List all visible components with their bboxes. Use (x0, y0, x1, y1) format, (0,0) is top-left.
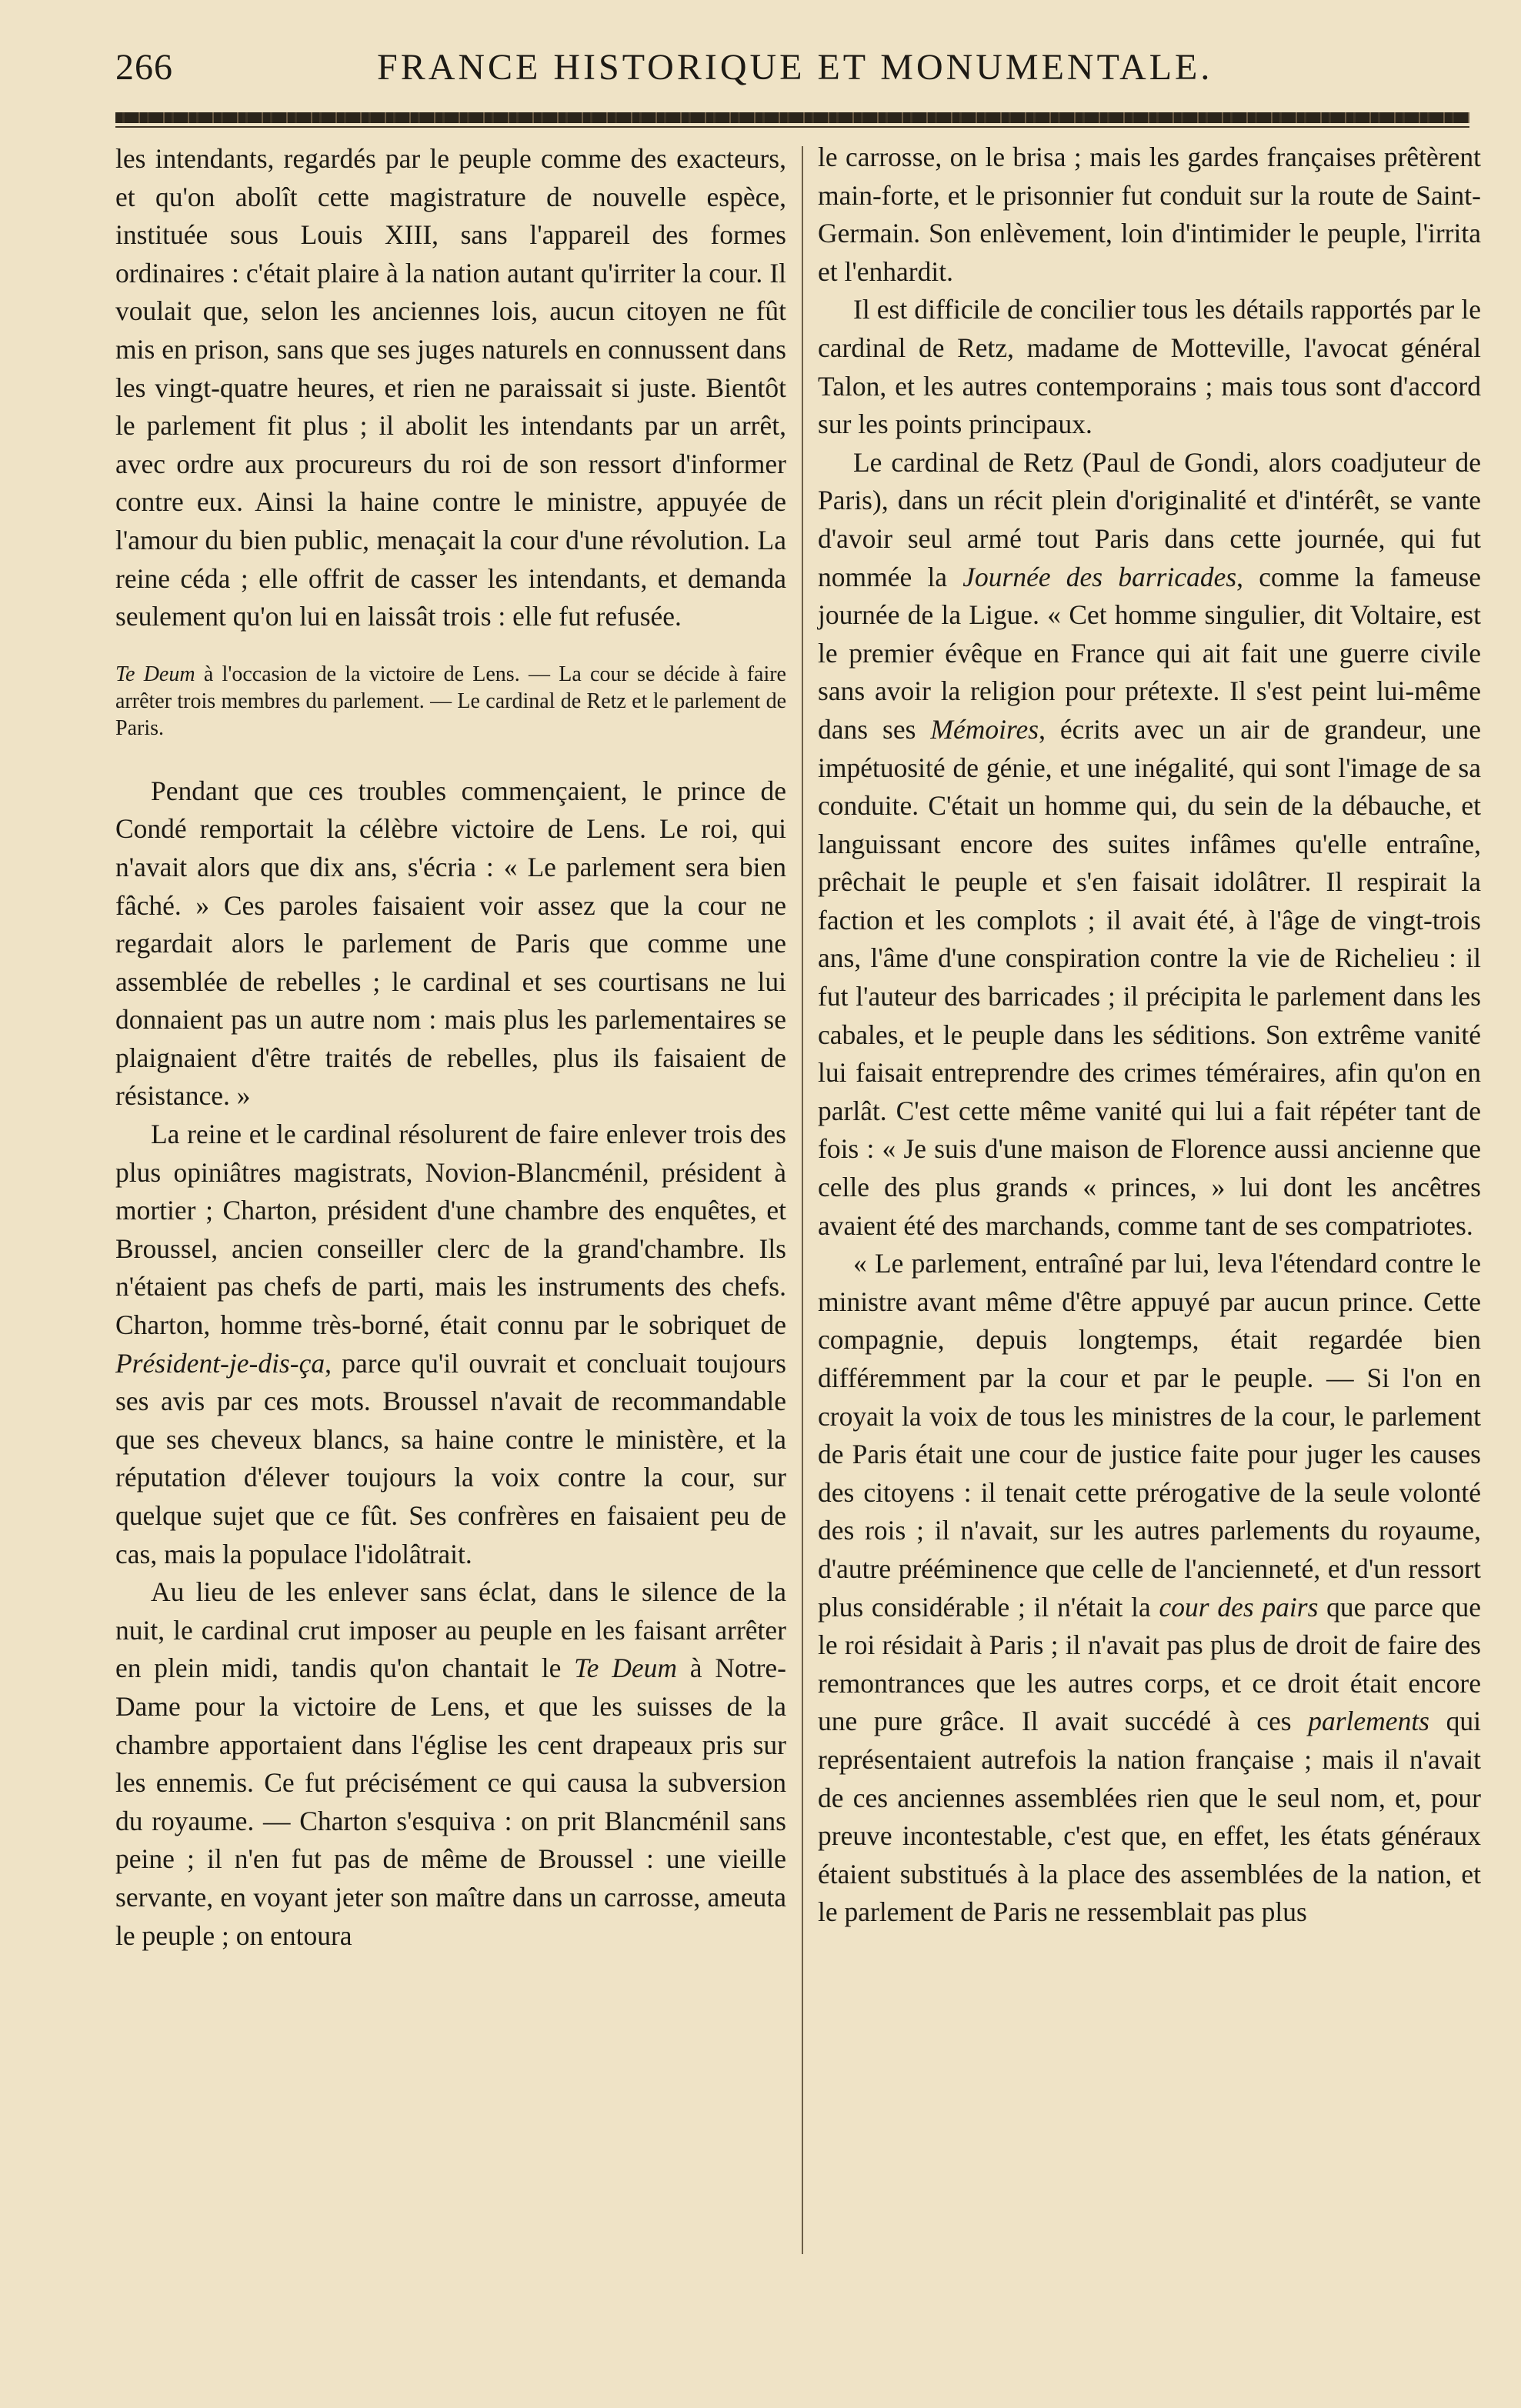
paragraph: le carrosse, on le brisa ; mais les gardes françaises prêtèrent main-forte, et le prisonnier fut conduit sur la route de Saint-Germain. Son enlèvement, loin d'intimider le peuple, l'irrita et l'enhardit. (818, 142, 1481, 287)
running-title: FRANCE HISTORIQUE ET MONUMENTALE. (377, 47, 1213, 88)
text-run: , écrits avec un air de grandeur, une impétuosité de génie, et une inégalité, qui sont l'image de sa conduite. C'était un homme qui, du sein de la débauche, et languissant encore des suites infâmes qu'elle entraîne, prêchait le peuple et s'en faisait idolâtrer. Il respirait la faction et les complots ; il avait été, à l'âge de vingt-trois ans, l'âme d'une conspiration contre la vie de Richelieu : il fut l'auteur des barricades ; il précipita le parlement dans les cabales, et le peuple dans les séditions. Son extrême vanité lui faisait entreprendre des crimes téméraires, afin qu'on en parlât. C'est cette même vanité qui lui a fait répéter tant de fois : « Je suis d'une maison de Florence aussi ancienne que celle des plus grands « princes, » lui dont les ancêtres avaient été des marchands, comme tant de ses compatriotes. (818, 713, 1481, 1241)
text-run: « Le parlement, entraîné par lui, leva l'étendard contre le ministre avant même d'être appuyé par aucun prince. Cette compagnie, depuis longtemps, était regardée bien différemment par la cour et par le peuple. — Si l'on en croyait la voix de tous les ministres de la cour, le parlement de Paris était une cour de justice faite pour juger les causes des citoyens : il tenait cette prérogative de la seule volonté des rois ; il n'avait, sur les autres parlements du royaume, d'autre prééminence que celle de l'ancienneté, et d'un ressort plus considérable ; il n'était la (818, 1248, 1481, 1623)
paragraph: Pendant que ces troubles commençaient, le prince de Condé remportait la célèbre victoire de Lens. Le roi, qui n'avait alors que dix ans, s'écria : « Le parlement sera bien fâché. » Ces paroles faisaient voir assez que la cour ne regardait alors le parlement de Paris que comme une assemblée de rebelles ; le cardinal et ses courtisans ne lui donnaient pas un autre nom : mais plus les parlementaires se plaignaient d'être traités de rebelles, plus ils faisaient de résistance. » (115, 775, 786, 1112)
emphasis: cour des pairs (1159, 1591, 1319, 1623)
summary-text: à l'occasion de la victoire de Lens. — La cour se décide à faire arrêter trois membres du parlement. — Le cardinal de Retz et le parlement de Paris. (115, 662, 786, 740)
right-column (818, 138, 1481, 1932)
paragraph (818, 1245, 1481, 1932)
text-run: à Notre-Dame pour la victoire de Lens, et que les suisses de la chambre apportaient dans l'église les cent drapeaux pris sur les ennemis. Ce fut précisément ce qui causa la subversion du royaume. — Charton s'esquiva : on prit Blancménil sans peine ; il n'en fut pas de même de Broussel : une vieille servante, en voyant jeter son maître dans un carrosse, ameuta le peuple ; on entoura (115, 1653, 786, 1951)
text-run: La reine et le cardinal résolurent de faire enlever trois des plus opiniâtres magistrats, Novion-Blancménil, président à mortier ; Charton, président d'une chambre des enquêtes, et Broussel, ancien conseiller clerc de la grand'chambre. Ils n'étaient pas chefs de parti, mais les instruments des chefs. Charton, homme très-borné, était connu par le sobriquet de (115, 1119, 786, 1341)
emphasis: Te Deum (574, 1653, 677, 1684)
paragraph (115, 1573, 786, 1955)
text-run: qui représentaient autrefois la nation française ; mais il n'avait de ces anciennes assemblées rien que le seul nom, et, pour preuve incontestable, c'est que, en effet, les états généraux étaient substitués à la place des assemblées de la nation, et le parlement de Paris ne ressemblait pas plus (818, 1706, 1481, 1928)
left-column (115, 140, 786, 1955)
paragraph: les intendants, regardés par le peuple comme des exacteurs, et qu'on abolît cette magistrature de nouvelle espèce, instituée sous Louis XIII, sans l'appareil des formes ordinaires : c'était plaire à la nation autant qu'irriter la cour. Il voulait que, selon les anciennes lois, aucun citoyen ne fût mis en prison, sans que ses juges naturels en connussent dans les vingt-quatre heures, et rien ne paraissait si juste. Bientôt le parlement fit plus ; il abolit les intendants par un arrêt, avec ordre aux procureurs du roi de son ressort d'informer contre eux. Ainsi la haine contre le ministre, appuyée de l'amour du bien public, menaçait la cour d'une révolution. La reine céda ; elle offrit de casser les intendants, et demanda seulement qu'on lui en laissât trois : elle fut refusée. (115, 143, 786, 632)
summary-lead: Te Deum (115, 662, 195, 686)
text-run: que parce que le roi résidait à Paris ; il n'avait pas plus de droit de faire des remontrances que les autres corps, et ce droit était encore une pure grâce. Il avait succédé à ces (818, 1591, 1482, 1737)
text-run: Au lieu de les enlever sans éclat, dans le silence de la nuit, le cardinal crut imposer au peuple en les faisant arrêter en plein midi, tandis qu'on chantait le (115, 1576, 786, 1684)
paragraph (818, 444, 1481, 1245)
header-rule (115, 112, 1469, 123)
header-rule-thin (115, 126, 1469, 128)
emphasis: Président-je-dis-ça (115, 1347, 325, 1379)
section-summary (115, 661, 786, 742)
paragraph: Il est difficile de concilier tous les détails rapportés par le cardinal de Retz, madame de Motteville, l'avocat général Talon, et les autres contemporains ; mais tous sont d'accord sur les points principaux. (818, 294, 1481, 440)
page-number: 266 (115, 47, 173, 88)
text-run: Le cardinal de Retz (Paul de Gondi, alors coadjuteur de Paris), dans un récit plein d'originalité et d'intérêt, se vante d'avoir seul armé tout Paris dans cette journée, qui fut nommée la (818, 446, 1481, 592)
emphasis: Mémoires (930, 713, 1039, 745)
text-run: , parce qu'il ouvrait et concluait toujours ses avis par ces mots. Broussel n'avait de recommandable que ses cheveux blancs, sa haine contre le ministère, et la réputation d'élever toujours la voix contre la cour, sur quelque sujet que ce fût. Ses confrères en faisaient peu de cas, mais la populace l'idolâtrait. (115, 1347, 786, 1569)
emphasis: Journée des barricades (962, 561, 1237, 592)
emphasis: parlements (1308, 1706, 1429, 1737)
paragraph (115, 1116, 786, 1573)
column-rule (802, 146, 803, 2254)
text-run: , comme la fameuse journée de la Ligue. « Cet homme singulier, dit Voltaire, est le premier évêque en France qui ait fait une guerre civile sans avoir la religion pour prétexte. Il s'est peint lui-même dans ses (818, 561, 1482, 745)
